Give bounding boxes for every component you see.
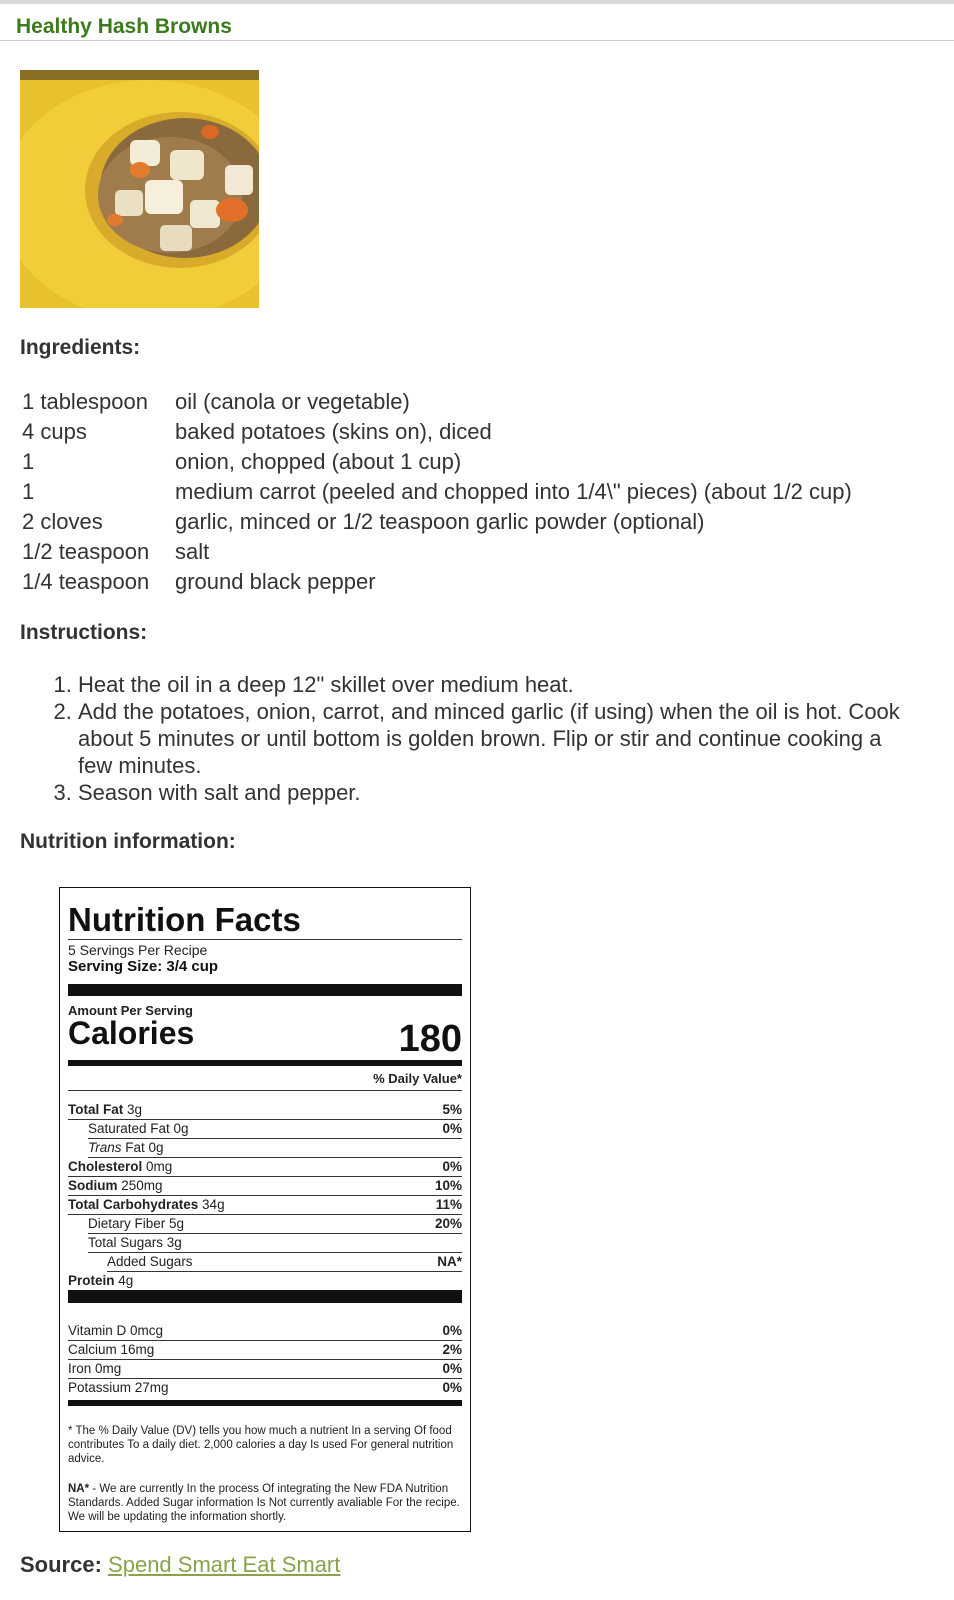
instruction-step: 1. Heat the oil in a deep 12" skillet over medium heat. (78, 671, 908, 698)
thick-divider (68, 984, 462, 996)
nutrient-dv: NA* (437, 1254, 462, 1269)
nutrient-dv: 0% (442, 1159, 462, 1174)
vitamin-dv: 0% (442, 1380, 462, 1395)
vitamin-label: Potassium 27mg (68, 1380, 169, 1395)
ingredient-row (20, 538, 852, 568)
nutrient-row-dietary-fiber (88, 1215, 462, 1234)
nutrition-facts-label (59, 887, 471, 1532)
servings-per-recipe: 5 Servings Per Recipe (68, 942, 208, 958)
nutrient-label: Added Sugars (107, 1254, 193, 1269)
nutrient-value: 4g (118, 1273, 134, 1288)
source-label: Source: (20, 1552, 102, 1577)
vitamin-dv: 0% (442, 1323, 462, 1338)
ingredient-amount: 1 (22, 479, 35, 504)
instructions-list (44, 671, 908, 806)
vitamin-row (68, 1379, 462, 1397)
nutrient-row-protein (68, 1272, 462, 1290)
vitamin-dv: 0% (442, 1361, 462, 1376)
na-label: NA* (68, 1483, 90, 1495)
ingredient-amount: 4 cups (22, 419, 87, 444)
source-line (20, 1552, 340, 1578)
thick-divider (68, 1290, 462, 1303)
ingredient-row (20, 448, 852, 478)
title-bar (0, 0, 954, 41)
instructions-heading: Instructions: (20, 621, 148, 644)
source-link[interactable]: Spend Smart Eat Smart (108, 1552, 341, 1577)
daily-value-header: % Daily Value* (68, 1066, 462, 1091)
ingredient-item: baked potatoes (skins on), diced (175, 419, 492, 444)
vitamin-label: Vitamin D 0mcg (68, 1323, 164, 1338)
nutrient-row-total-sugars (88, 1234, 462, 1253)
nutrient-label-italic: Trans (88, 1140, 122, 1155)
nutrient-row-total-fat (68, 1101, 462, 1120)
ingredient-item: garlic, minced or 1/2 teaspoon garlic powder (optional) (175, 509, 705, 534)
amount-per-serving: Amount Per Serving (68, 1003, 193, 1018)
nutrient-dv: 11% (435, 1197, 462, 1212)
ingredient-amount: 1/4 teaspoon (22, 569, 150, 594)
nutrient-dv: 5% (442, 1102, 462, 1117)
ingredient-row (20, 568, 852, 598)
nutrient-row-trans-fat (88, 1139, 462, 1158)
nutrient-row-added-sugars (107, 1253, 462, 1272)
ingredients-table (20, 388, 852, 598)
nutrient-label: Total Carbohydrates (68, 1197, 199, 1212)
ingredient-amount: 1 tablespoon (22, 389, 148, 414)
nutrient-row-sodium (68, 1177, 462, 1196)
vitamin-row (68, 1341, 462, 1360)
nutrient-label: Sodium (68, 1178, 118, 1193)
ingredient-row (20, 418, 852, 448)
nutrient-value: 250mg (121, 1178, 163, 1193)
nutrient-dv: 20% (434, 1216, 462, 1231)
recipe-title: Healthy Hash Browns (16, 15, 232, 38)
ingredient-item: oil (canola or vegetable) (175, 389, 410, 414)
ingredient-row (20, 508, 852, 538)
nutrient-row-cholesterol (68, 1158, 462, 1177)
nutrient-row-total-carbs (68, 1196, 462, 1215)
nutrient-row-saturated-fat (88, 1120, 462, 1139)
na-note-text: - We are currently In the process Of integrating the New FDA Nutrition Standards. Added Sugar information Is Not currently avaliable For the recipe. We will be updating the information shortly. (68, 1483, 460, 1523)
nutrient-label: Cholesterol (68, 1159, 143, 1174)
medium-divider (68, 1400, 462, 1406)
nutrient-dv: 10% (434, 1178, 462, 1193)
vitamin-label: Iron 0mg (68, 1361, 122, 1376)
vitamin-row (68, 1322, 462, 1341)
nutrition-heading: Nutrition information: (20, 830, 236, 853)
ingredient-item: onion, chopped (about 1 cup) (175, 449, 462, 474)
nutrition-facts-title: Nutrition Facts (68, 902, 462, 940)
calories-label: Calories (68, 1015, 195, 1051)
nutrient-label: Total Sugars 3g (88, 1235, 182, 1250)
nutrient-label: Saturated Fat 0g (88, 1121, 189, 1136)
ingredient-row (20, 478, 852, 508)
nutrient-label: Fat 0g (125, 1140, 164, 1155)
instruction-step: 3. Season with salt and pepper. (78, 779, 908, 806)
recipe-photo (20, 70, 259, 308)
vitamin-label: Calcium 16mg (68, 1342, 155, 1357)
nutrient-dv: 0% (442, 1121, 462, 1136)
ingredient-amount: 1 (22, 449, 35, 474)
nutrient-value: 3g (127, 1102, 143, 1117)
na-note (68, 1482, 462, 1524)
vitamin-dv: 2% (442, 1342, 462, 1357)
hash-browns-image (20, 70, 259, 308)
daily-value-footnote: * The % Daily Value (DV) tells you how much a nutrient In a serving Of food contributes To a daily diet. 2,000 calories a day Is used For general nutrition advice. (68, 1425, 454, 1465)
ingredient-row (20, 388, 852, 418)
serving-size: Serving Size: 3/4 cup (68, 958, 219, 975)
nutrient-label: Protein (68, 1273, 115, 1288)
ingredient-amount: 2 cloves (22, 509, 103, 534)
calories-value: 180 (398, 1018, 462, 1060)
ingredient-amount: 1/2 teaspoon (22, 539, 150, 564)
nutrient-label: Dietary Fiber 5g (88, 1216, 185, 1231)
ingredients-heading: Ingredients: (20, 336, 141, 359)
instruction-step: 2. Add the potatoes, onion, carrot, and minced garlic (if using) when the oil is hot. Cook about 5 minutes or until bottom is golden brown. Flip or stir and continue cooking a few minutes. (78, 698, 908, 779)
nutrient-value: 0mg (146, 1159, 173, 1174)
ingredient-item: ground black pepper (175, 569, 376, 594)
ingredient-item: salt (175, 539, 210, 564)
vitamin-row (68, 1360, 462, 1379)
nutrient-value: 34g (202, 1197, 225, 1212)
nutrient-label: Total Fat (68, 1102, 124, 1117)
ingredient-item: medium carrot (peeled and chopped into 1/4\" pieces) (about 1/2 cup) (175, 479, 852, 504)
